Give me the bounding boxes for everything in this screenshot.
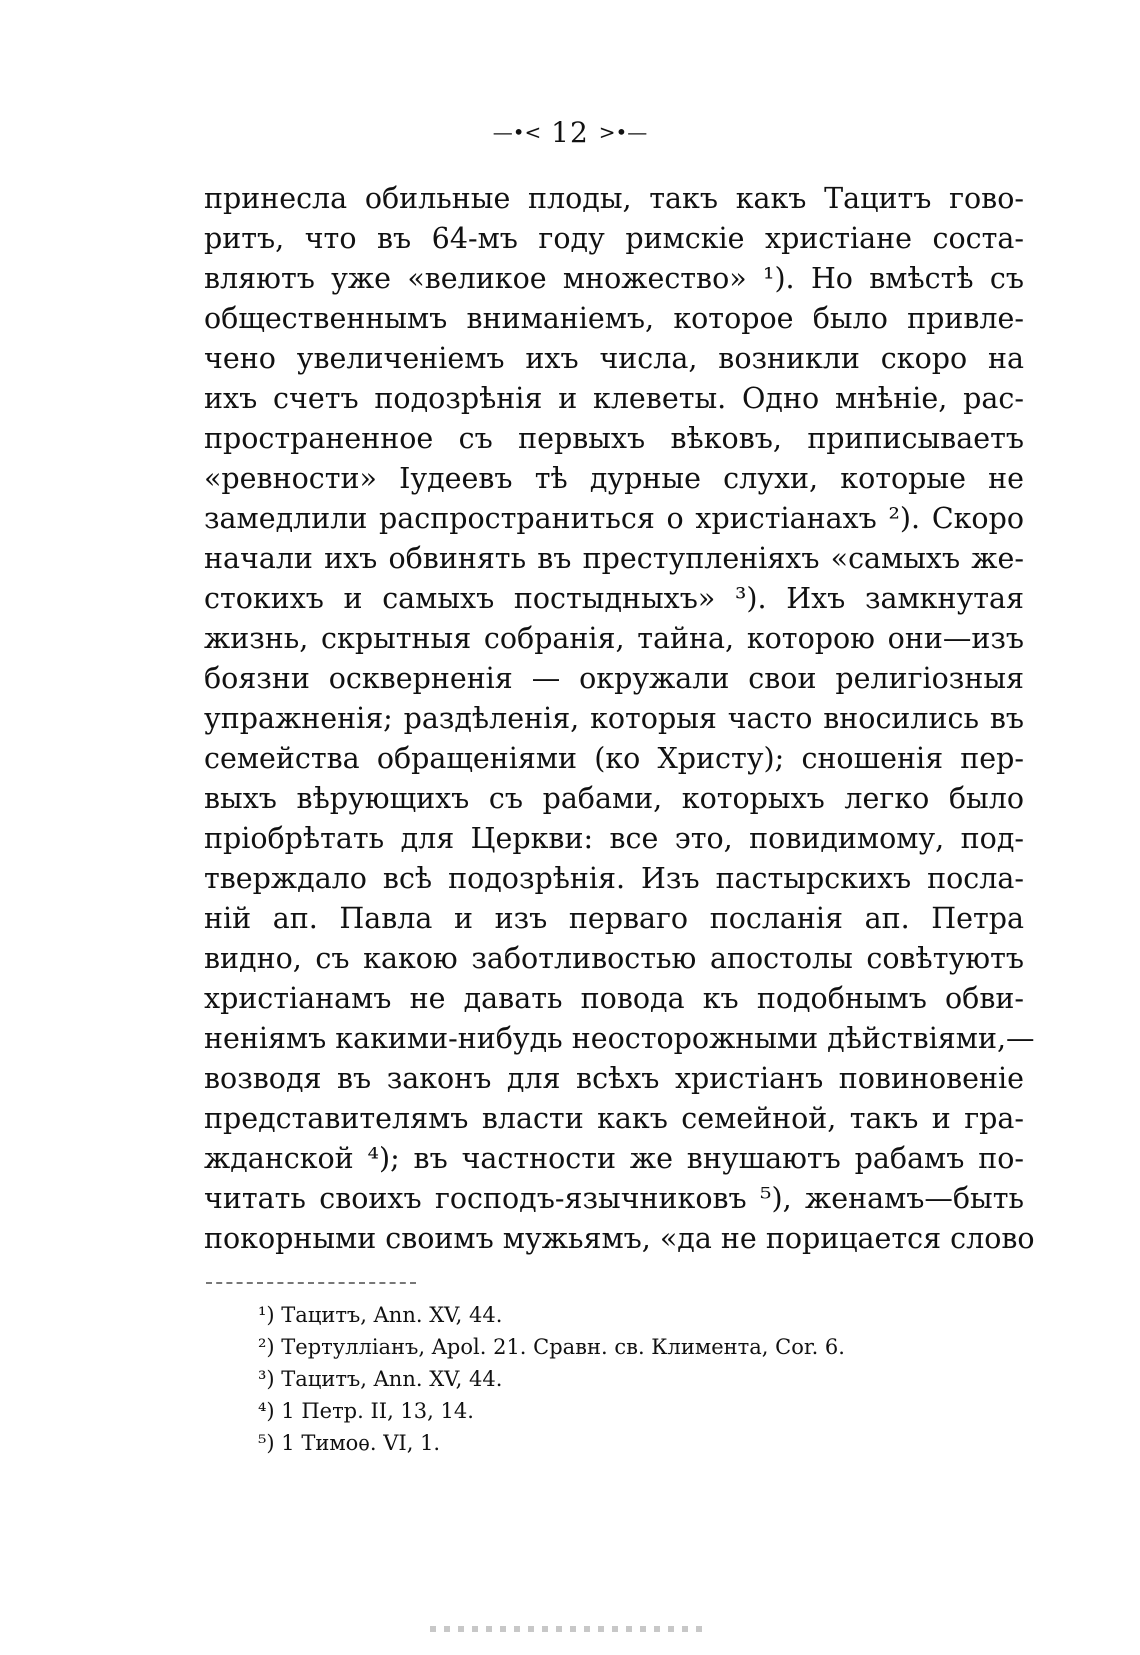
text-line: выхъ вѣрующихъ съ рабами, которыхъ легко было [204,782,1024,815]
text-line: принесла обильные плоды, такъ какъ Тацитъ гово- [204,182,1024,215]
right-ornament: >•— [598,120,648,144]
footnote: ²) Тертулліанъ, Apol. 21. Сравн. св. Климента, Cor. 6. [258,1335,845,1359]
scan-artifact [430,1626,710,1632]
left-ornament: —•< [492,120,542,144]
text-line: неніямъ какими-нибудь неосторожными дѣйствіями,— [204,1022,1035,1055]
page-number-header [0,116,1140,149]
text-line: пріобрѣтать для Церкви: все это, повидимому, под- [204,822,1024,855]
text-line: представителямъ власти какъ семейной, такъ и гра- [204,1102,1024,1135]
footnote-divider [206,1282,416,1284]
text-line: читать своихъ господъ-язычниковъ ⁵), женамъ—быть [204,1182,1024,1215]
text-line: общественнымъ вниманіемъ, которое было привле- [204,302,1024,335]
text-line: возводя въ законъ для всѣхъ христіанъ повиновеніе [204,1062,1024,1095]
text-line: боязни оскверненія — окружали свои религіозныя [204,662,1024,695]
text-line: начали ихъ обвинять въ преступленіяхъ «самыхъ же- [204,542,1024,575]
text-line: жданской ⁴); въ частности же внушаютъ рабамъ по- [204,1142,1024,1175]
text-line: упражненія; раздѣленія, которыя часто вносились въ [204,702,1024,735]
body-text [204,179,1035,1259]
text-line: стокихъ и самыхъ постыдныхъ» ³). Ихъ замкнутая [204,582,1024,615]
text-line: ній ап. Павла и изъ перваго посланія ап. Петра [204,902,1024,935]
footnote: ¹) Тацитъ, Ann. XV, 44. [258,1303,503,1327]
text-line: ритъ, что въ 64-мъ году римскіе христіане соста- [204,222,1024,255]
footnote: ⁴) 1 Петр. II, 13, 14. [258,1399,474,1423]
text-line: вляютъ уже «великое множество» ¹). Но вмѣстѣ съ [204,262,1024,295]
footnotes [258,1299,845,1459]
text-line: замедлили распространиться о христіанахъ ²). Скоро [204,502,1024,535]
page-number: 12 [551,116,589,149]
text-line: «ревности» Іудеевъ тѣ дурные слухи, которые не [204,462,1024,495]
text-line: видно, съ какою заботливостью апостолы совѣтуютъ [204,942,1024,975]
text-line: тверждало всѣ подозрѣнія. Изъ пастырскихъ посла- [204,862,1024,895]
footnote: ³) Тацитъ, Ann. XV, 44. [258,1367,503,1391]
text-line: жизнь, скрытныя собранія, тайна, которою они—изъ [204,622,1024,655]
text-line: покорными своимъ мужьямъ, «да не порицается слово [204,1222,1035,1255]
text-line: семейства обращеніями (ко Христу); сношенія пер- [204,742,1024,775]
text-line: христіанамъ не давать повода къ подобнымъ обви- [204,982,1024,1015]
text-line: ихъ счетъ подозрѣнія и клеветы. Одно мнѣніе, рас- [204,382,1024,415]
footnote: ⁵) 1 Тимоѳ. VI, 1. [258,1431,441,1455]
text-line: чено увеличеніемъ ихъ числа, возникли скоро на [204,342,1024,375]
text-line: пространенное съ первыхъ вѣковъ, приписываетъ [204,422,1024,455]
